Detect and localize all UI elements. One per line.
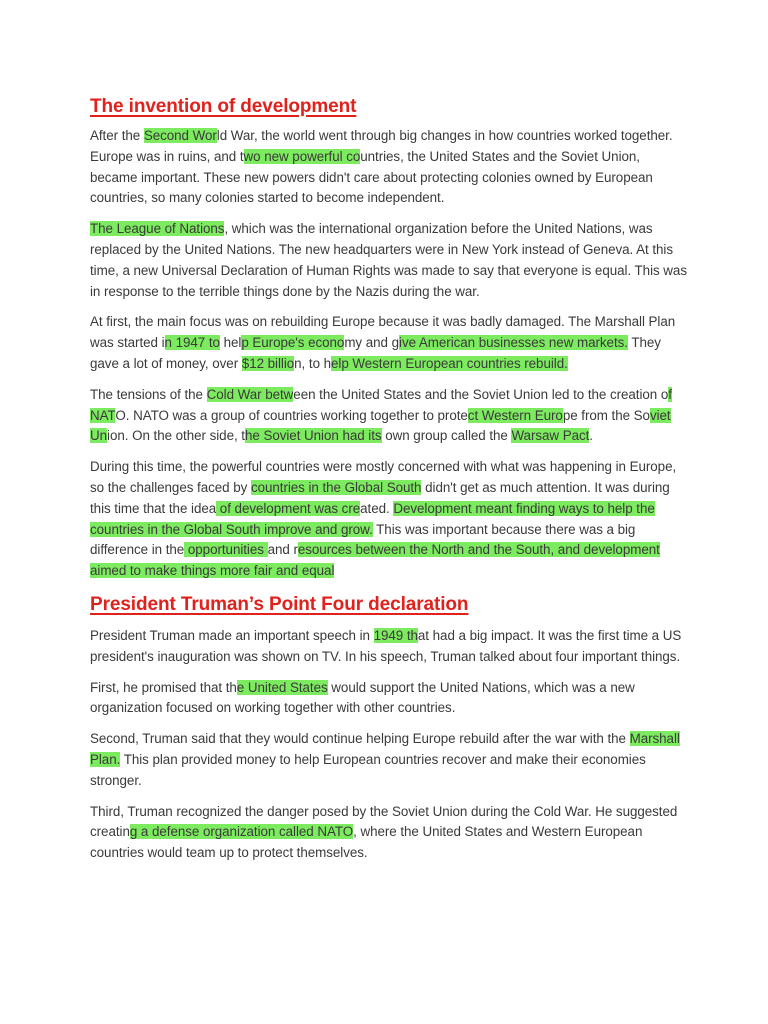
section-title-invention: The invention of development — [90, 96, 357, 117]
highlighted-text: Cold War betw — [206, 386, 294, 402]
highlighted-text: of development was cre — [216, 500, 361, 516]
paragraph — [90, 802, 690, 864]
text-run: . — [589, 428, 593, 444]
highlighted-text: e United States — [236, 679, 328, 695]
text-run: would support the United Nations, which was a new organization focused on working together with other countries. — [90, 679, 635, 716]
highlighted-text: $12 billio — [241, 355, 295, 371]
highlighted-text: opportunities — [184, 542, 268, 558]
highlighted-text: The League of Nations — [90, 221, 225, 237]
paragraph — [90, 312, 690, 374]
text-run: After the — [90, 128, 144, 143]
highlighted-text: p Europe's econo — [241, 335, 345, 351]
highlighted-text: g a defense organization called NATO — [129, 824, 354, 840]
highlighted-text: wo new powerful co — [243, 148, 361, 164]
text-run: They gave a lot of money, over — [90, 335, 661, 371]
text-run: , where the United States and Western European countries would team up to protect themselves. — [90, 824, 643, 861]
paragraph — [90, 385, 690, 447]
text-run: at had a big impact. It was the first time a US president's inauguration was shown on TV. In his speech, Truman talked about four important things. — [90, 627, 682, 664]
highlighted-text: he Soviet Union had its — [244, 428, 382, 444]
text-run: didn't get as much attention. It was during this time that the idea — [90, 479, 670, 516]
text-run: Second, Truman said that they would continue helping Europe rebuild after the war with the — [90, 731, 630, 747]
paragraph — [90, 678, 690, 720]
paragraph — [90, 729, 690, 791]
text-run: my and g — [344, 335, 400, 351]
text-run: ated. — [360, 500, 394, 516]
paragraph — [90, 219, 690, 302]
highlighted-text: esources between the North and the South, and development aimed to make things more fair and equal — [90, 542, 660, 579]
highlighted-text: ive American businesses new markets. — [399, 335, 628, 351]
highlighted-text: Development meant finding ways to help the countries in the Global South improve and grow. — [90, 500, 655, 537]
highlighted-text: f NAT — [90, 386, 672, 423]
text-run: O. NATO was a group of countries working together to prote — [115, 407, 468, 423]
text-run: hel — [219, 335, 242, 351]
text-run: During this time, the powerful countries were mostly concerned with what was happening in Europe, so the challenges faced by — [90, 459, 677, 495]
text-run: pe from the So — [562, 407, 650, 423]
text-run: The tensions of the — [90, 386, 207, 402]
section-title-point-four: President Truman’s Point Four declaration — [90, 593, 469, 615]
text-run: At first, the main focus was on rebuilding Europe because it was badly damaged. The Marshall Plan was started i — [90, 314, 676, 351]
section-body-invention — [90, 126, 690, 582]
text-run: Third, Truman recognized the danger posed by the Soviet Union during the Cold War. He suggested creatin — [90, 803, 678, 840]
paragraph — [90, 126, 690, 209]
text-run: own group called the — [381, 428, 512, 444]
text-run: n, to h — [294, 355, 332, 371]
text-run: President Truman made an important speech in — [90, 627, 374, 643]
text-run: and r — [267, 542, 298, 558]
highlighted-text: Warsaw Pact — [511, 428, 590, 444]
highlighted-text: ct Western Euro — [467, 407, 563, 423]
highlighted-text: 1949 th — [373, 627, 418, 643]
paragraph — [90, 457, 690, 582]
highlighted-text: Second Wor — [143, 128, 217, 143]
text-run: ld War, the world went through big changes in how countries worked together. Europe was in ruins, and t — [90, 128, 673, 164]
section-body-point-four — [90, 626, 690, 864]
text-run: untries, the United States and the Soviet Union, became important. These new powers didn't care about protecting colonies owned by European countries, so many colonies started to become independent. — [90, 148, 653, 206]
highlighted-text: Marshall Plan. — [90, 731, 680, 767]
text-run: First, he promised that th — [90, 679, 237, 695]
text-run: , which was the international organization before the United Nations, was replaced by the United Nations. The new headquarters were in New York instead of Geneva. At this time, a new Universal Declaration of Human Rights was made to say that everyone is equal. This was in response to the terrible things done by the Nazis during the war. — [90, 221, 687, 299]
text-run: een the United States and the Soviet Union led to the creation o — [293, 386, 669, 402]
text-run: This plan provided money to help European countries recover and make their economies stronger. — [90, 751, 646, 788]
text-run: This was important because there was a big difference in the — [90, 521, 636, 558]
text-run: ion. On the other side, t — [107, 428, 245, 444]
highlighted-text: elp Western European countries rebuild. — [331, 355, 568, 371]
document-body — [90, 94, 690, 874]
highlighted-text: viet Un — [90, 407, 671, 444]
paragraph — [90, 626, 690, 668]
highlighted-text: n 1947 to — [164, 335, 220, 351]
highlighted-text: countries in the Global South — [250, 479, 422, 495]
